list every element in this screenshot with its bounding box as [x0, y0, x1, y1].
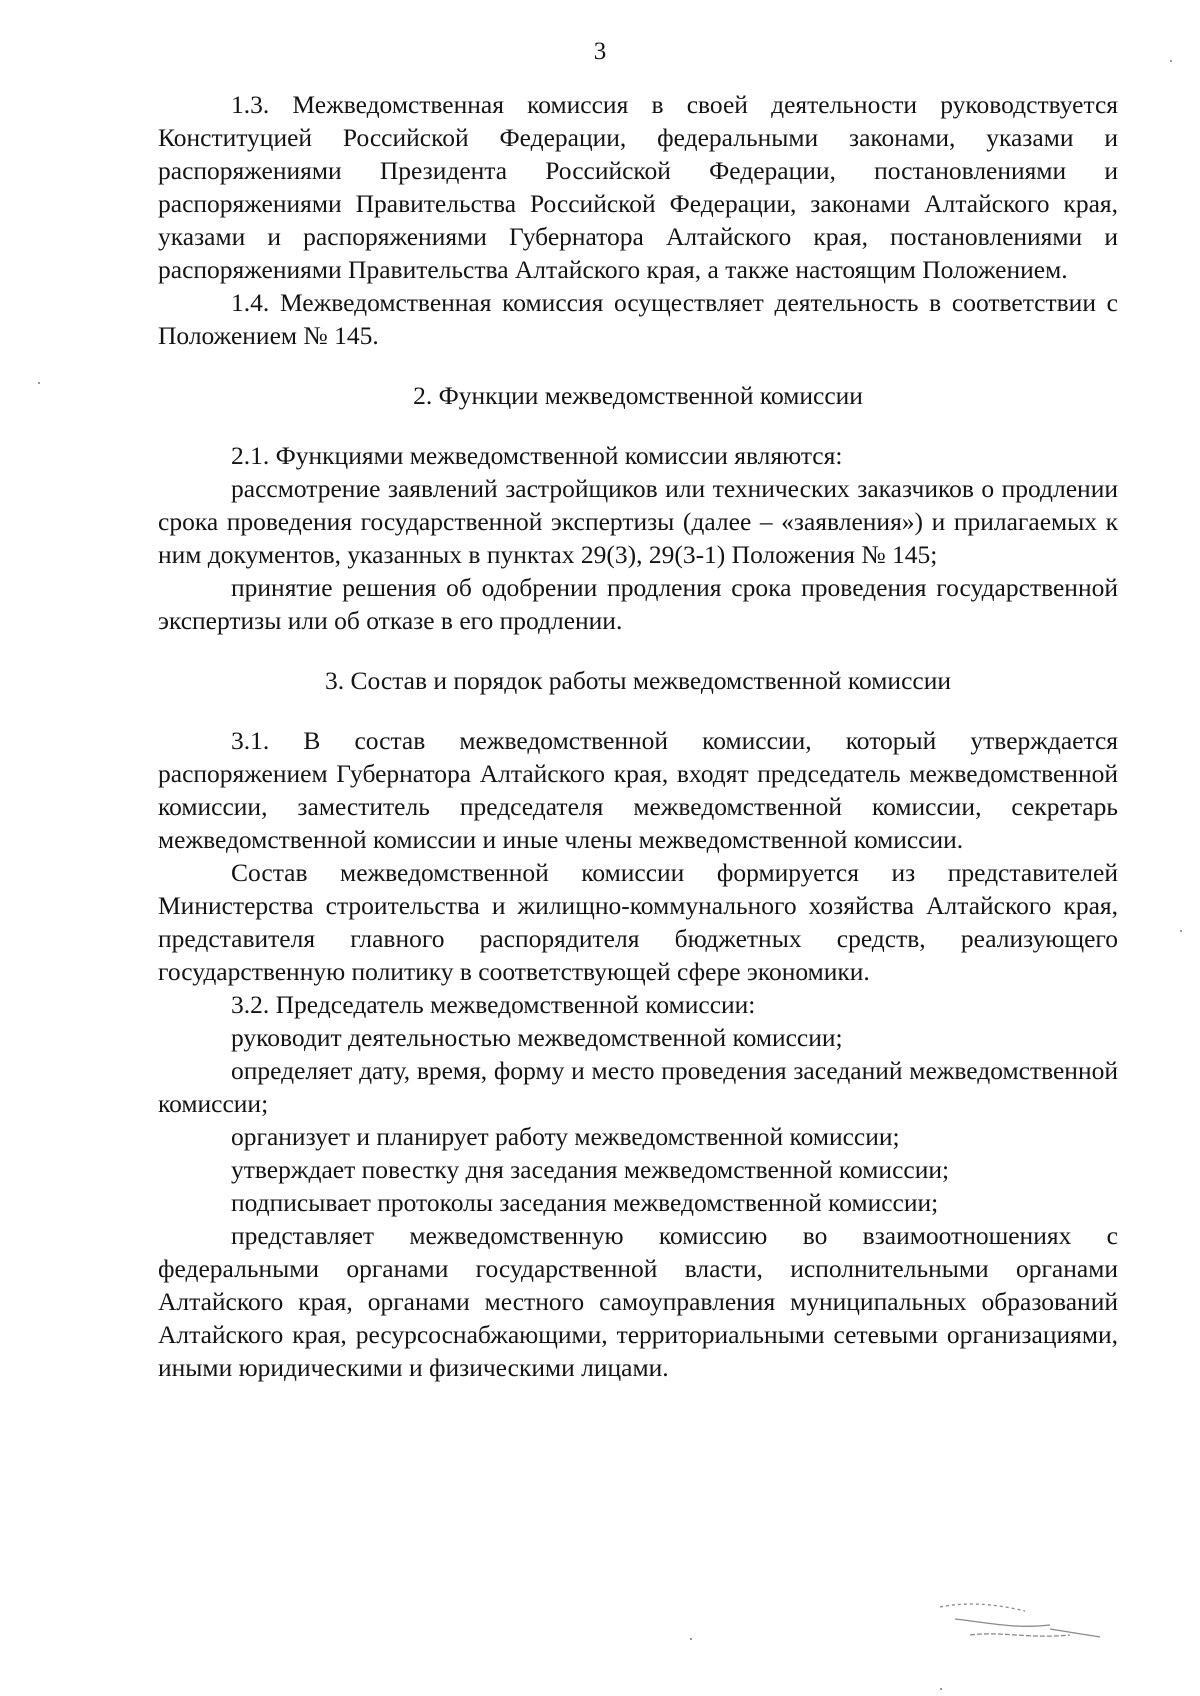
paragraph-3-1: 3.1. В состав межведомственной комиссии, который утверждается распоряжением Губернатора Алтайского края, входят председатель межведомственной комиссии, заместитель председателя межведомственной комиссии, секретарь межведомственной комиссии и иные члены межведомственной комиссии. — [158, 726, 1118, 854]
paragraph-3-2: 3.2. Председатель межведомственной комиссии: — [231, 990, 756, 1019]
paragraph-2-1: 2.1. Функциями межведомственной комиссии являются: — [231, 441, 843, 470]
scan-speck — [38, 382, 40, 384]
scan-speck — [1180, 930, 1182, 932]
scan-speck — [690, 1638, 692, 1640]
paragraph-3-2-item-4: утверждает повестку дня заседания межведомственной комиссии; — [231, 1155, 950, 1184]
paragraph-3-2-item-3: организует и планирует работу межведомственной комиссии; — [231, 1122, 900, 1151]
paragraph-1-3: 1.3. Межведомственная комиссия в своей деятельности руководствуется Конституцией Российской Федерации, федеральными законами, указами и распоряжениями Президента Российской Федерации, постановлениями и распоряжениями Правительства Российской Федерации, законами Алтайского края, указами и распоряжениями Губернатора Алтайского края, постановлениями и распоряжениями Правительства Алтайского края, а также настоящим Положением. — [158, 90, 1118, 284]
paragraph-3-2-item-2: определяет дату, время, форму и место проведения заседаний межведомственной комиссии; — [158, 1056, 1118, 1118]
scan-speck — [1170, 60, 1172, 62]
paragraph-3-2-item-5: подписывает протоколы заседания межведомственной комиссии; — [231, 1188, 939, 1217]
paragraph-2-1-item-1: рассмотрение заявлений застройщиков или технических заказчиков о продлении срока проведения государственной экспертизы (далее – «заявления») и прилагаемых к ним документов, указанных в пунктах 29(3), 29(3-1) Положения № 145; — [158, 474, 1118, 569]
paragraph-3-2-item-6: представляет межведомственную комиссию во взаимоотношениях с федеральными органами государственной власти, исполнительными органами Алтайского края, органами местного самоуправления муниципальных образований Алтайского края, ресурсоснабжающими, территориальными сетевыми организациями, иными юридическими и физическими лицами. — [158, 1221, 1118, 1382]
scan-speck — [940, 1688, 942, 1690]
initials-mark — [930, 1595, 1130, 1655]
page-number: 3 — [593, 38, 607, 65]
paragraph-3-1-composition: Состав межведомственной комиссии формируется из представителей Министерства строительства и жилищно-коммунального хозяйства Алтайского края, представителя главного распорядителя бюджетных средств, реализующего государственную политику в соответствующей сфере экономики. — [158, 858, 1118, 986]
paragraph-1-4: 1.4. Межведомственная комиссия осуществляет деятельность в соответствии с Положением № 145. — [158, 288, 1118, 350]
section-2-heading: 2. Функции межведомственной комиссии — [413, 381, 863, 410]
document-body — [158, 88, 1118, 1384]
paragraph-3-2-item-1: руководит деятельностью межведомственной комиссии; — [231, 1023, 843, 1052]
section-3-heading: 3. Состав и порядок работы межведомственной комиссии — [324, 666, 952, 695]
paragraph-2-1-item-2: принятие решения об одобрении продления срока проведения государственной экспертизы или об отказе в его продлении. — [158, 573, 1118, 635]
